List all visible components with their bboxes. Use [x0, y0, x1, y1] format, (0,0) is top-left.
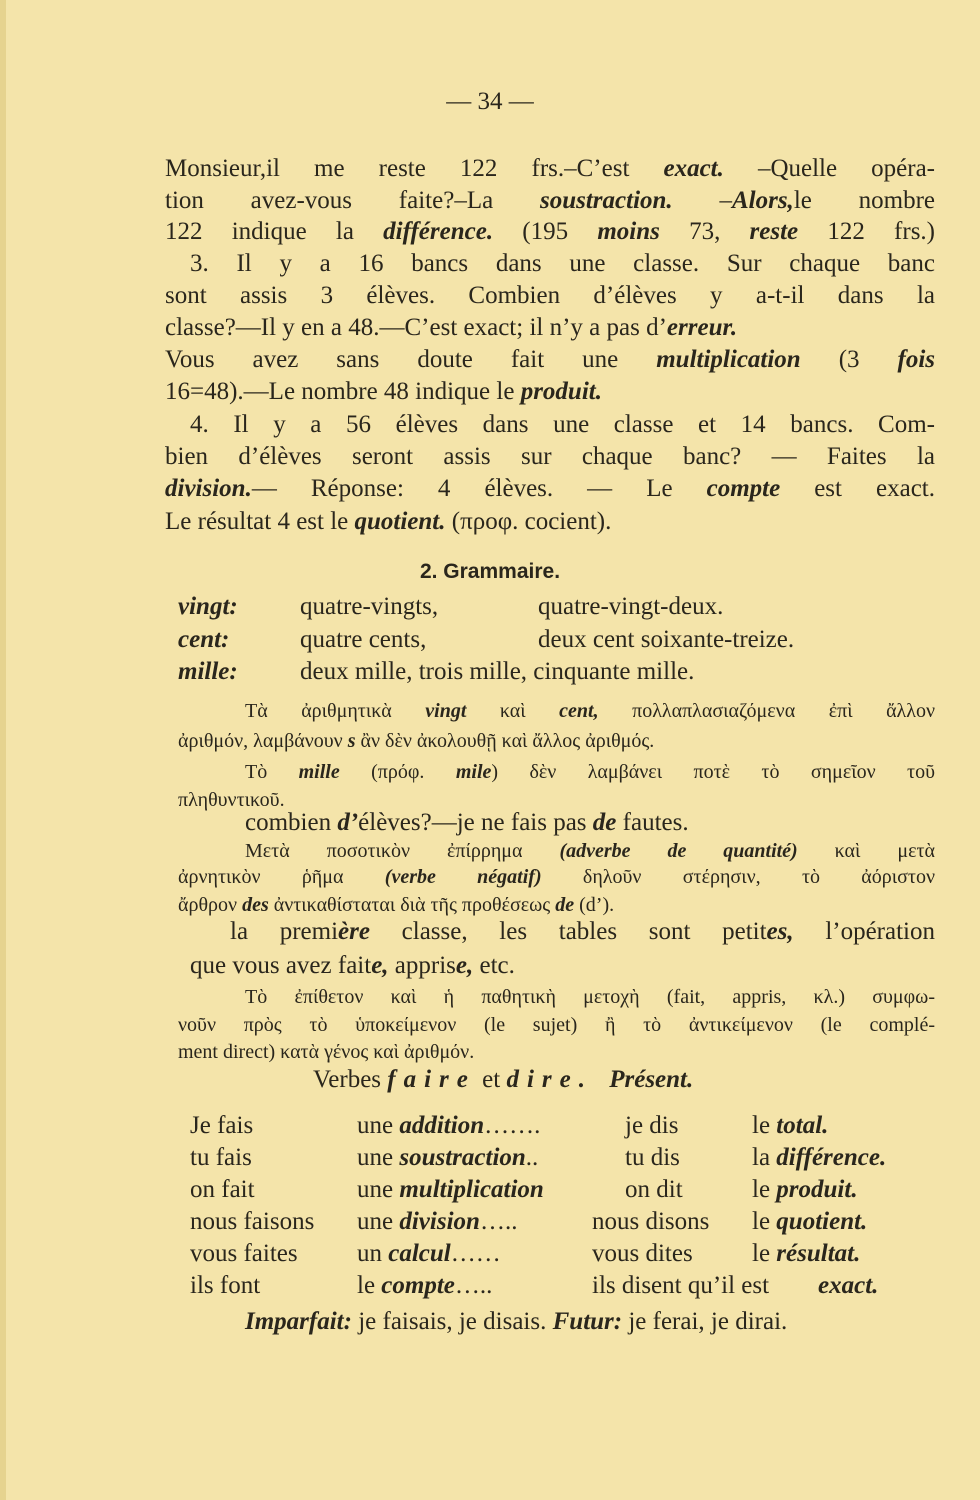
text-run: tion avez-vous faite?–La [165, 187, 540, 214]
emphasis-text: compte [706, 475, 781, 502]
verb-dire: dire. [506, 1066, 593, 1093]
operation-name: addition [399, 1112, 485, 1139]
page-number: — 34 — [446, 88, 534, 115]
text-run: ) δὲν λαμβάνει ποτὲ τὸ σημεῖον τοῦ [491, 761, 935, 783]
dire-form: je dis [625, 1112, 679, 1139]
number-example: quatre cents, [300, 626, 427, 653]
text-run: νοῦν πρὸς τὸ ὑποκείμενον (le sujet) ἢ τὸ ἀντικείμενον (le complé- [178, 1014, 935, 1036]
note-line [178, 1037, 935, 1067]
text-run: ἀριθμόν, λαμβάνουν [178, 730, 348, 752]
text-line [165, 281, 935, 311]
note-line [178, 862, 935, 892]
page-edge [0, 0, 6, 1500]
dire-form: nous disons [592, 1208, 710, 1235]
text-run: Τὰ ἀριθμητικὰ [245, 700, 426, 722]
emphasis-text: d’ [337, 809, 359, 836]
note-line [230, 917, 935, 947]
text-run: fautes. [616, 809, 689, 836]
article: le [752, 1112, 777, 1139]
emphasis-text: produit. [520, 378, 602, 405]
result [752, 1176, 858, 1204]
result-name: différence. [776, 1144, 887, 1171]
result [752, 1208, 867, 1236]
emphasis-text: des [242, 894, 269, 916]
imparfait-label: Imparfait: [245, 1308, 352, 1335]
text-run: πολλαπλασιαζόμενα ἐπὶ ἄλλον [598, 700, 935, 722]
faire-form: nous faisons [190, 1208, 315, 1235]
emphasis-text: quotient. [354, 508, 446, 535]
operation [357, 1240, 501, 1268]
result-name: total. [776, 1112, 829, 1139]
article: le [752, 1240, 777, 1267]
result-name: exact. [818, 1272, 879, 1299]
text-line [165, 377, 935, 407]
text-run: classe, les tables sont petit [369, 918, 767, 945]
text-run: Τὸ ἐπίθετον καὶ ἡ παθητικὴ μετοχὴ (fait, appris, κλ.) συμφω- [245, 986, 935, 1008]
operation-name: compte [381, 1272, 455, 1299]
emphasis-text: e, [371, 952, 389, 979]
text-run: le nombre [793, 187, 936, 214]
text-run: Μετὰ ποσοτικὸν ἐπίρρημα [245, 840, 560, 862]
operation-name: multiplication [399, 1176, 544, 1203]
text-run: combien [245, 809, 338, 836]
text-run: ἂν δὲν ἀκολουθῇ καὶ ἄλλος ἀριθμός. [355, 730, 655, 752]
operation-name: calcul [388, 1240, 451, 1267]
faire-form: tu fais [190, 1144, 252, 1171]
result [752, 1112, 828, 1140]
result-name: résultat. [776, 1240, 861, 1267]
text-run: classe?—Il y en a 48.—C’est exact; il n’y a pas d’ [165, 314, 667, 341]
faire-form: ils font [190, 1272, 261, 1299]
result [752, 1144, 886, 1172]
text-run: – [672, 187, 732, 214]
emphasis-text: s [347, 730, 356, 752]
dire-form: tu dis [625, 1144, 680, 1171]
text-run: (d’). [574, 894, 615, 916]
emphasis-text: moins [597, 218, 660, 245]
note-line [190, 951, 935, 981]
imparfait-forms: je faisais, je disais. [351, 1308, 547, 1335]
text-line [165, 507, 935, 537]
emphasis-text: cent, [559, 700, 599, 722]
emphasis-text: ère [338, 918, 370, 945]
emphasis-text: de [592, 809, 617, 836]
text-run: — Réponse: 4 élèves. — Le [251, 475, 707, 502]
number-word: mille: [178, 658, 238, 685]
number-example: quatre-vingts, [300, 593, 439, 620]
emphasis-text: exact. [663, 155, 724, 182]
text-run: Vous avez sans doute fait une [165, 346, 657, 373]
leader-dots: ……. [484, 1112, 541, 1139]
note-line [178, 890, 935, 920]
text-run: 16=48).—Le nombre 48 indique le [165, 378, 521, 405]
text-run: –Quelle opéra- [723, 155, 936, 182]
article: le [752, 1176, 777, 1203]
text-line [165, 217, 935, 247]
emphasis-text: de [555, 894, 575, 916]
text-run: Monsieur,il me reste 122 frs.–C’est [165, 155, 664, 182]
text-run: (προφ. cocient). [445, 508, 612, 535]
futur-forms: je ferai, je dirai. [622, 1308, 788, 1335]
text-run: que vous avez fait [190, 952, 372, 979]
operation [357, 1176, 544, 1204]
operation [357, 1272, 492, 1300]
dire-form: ils disent qu’il est [592, 1272, 770, 1299]
text-run: πληθυντικοῦ. [178, 789, 285, 811]
article: une [357, 1144, 400, 1171]
emphasis-text: différence. [383, 218, 494, 245]
text-run: l’opération [793, 918, 935, 945]
text-run: ἀρνητικὸν ῥῆμα [178, 866, 385, 888]
text-run: ἀντικαθίσταται διὰ τῆς προθέσεως [268, 894, 556, 916]
text-run: la premi [230, 918, 339, 945]
verbs-heading [313, 1066, 693, 1094]
emphasis-text: Alors, [731, 187, 794, 214]
article: le [357, 1272, 382, 1299]
dire-form: on dit [625, 1176, 683, 1203]
faire-form: on fait [190, 1176, 255, 1203]
note-line [245, 982, 935, 1012]
article: une [357, 1112, 400, 1139]
leader-dots: …… [450, 1240, 501, 1267]
note-line [245, 808, 935, 838]
text-run: 73, [659, 218, 750, 245]
number-example: deux cent soixante-treize. [538, 626, 795, 653]
operation-name: soustraction [399, 1144, 526, 1171]
text-run: ἄρθρον [178, 894, 243, 916]
text-run: δηλοῦν στέρησιν, τὸ ἀόριστον [541, 866, 936, 888]
emphasis-text: multiplication [656, 346, 801, 373]
emphasis-text: (verbe négatif) [384, 866, 542, 888]
emphasis-text: mile [455, 761, 492, 783]
note-line [245, 696, 935, 726]
text-run: 4. Il y a 56 élèves dans une classe et 14 bancs. Com- [190, 411, 935, 438]
result [818, 1272, 878, 1300]
text-run: (πρόφ. [339, 761, 456, 783]
emphasis-text: erreur. [666, 314, 738, 341]
text-run: ment direct) κατὰ γένος καὶ ἀριθμόν. [178, 1041, 475, 1063]
text-run: (3 [800, 346, 898, 373]
text-run: Τὸ [245, 761, 299, 783]
number-example: quatre-vingt-deux. [538, 593, 724, 620]
emphasis-text: reste [749, 218, 799, 245]
text-line [165, 186, 935, 216]
article: une [357, 1176, 400, 1203]
emphasis-text: division. [165, 475, 252, 502]
operation [357, 1208, 517, 1236]
faire-form: vous faites [190, 1240, 298, 1267]
text-run: appris [388, 952, 456, 979]
leader-dots: ….. [479, 1208, 518, 1235]
operation-name: division [399, 1208, 480, 1235]
text-run: 122 frs.) [798, 218, 936, 245]
text-line [165, 154, 935, 184]
emphasis-text: mille [298, 761, 340, 783]
number-word: cent: [178, 626, 230, 653]
article: le [752, 1208, 777, 1235]
text-line [165, 474, 935, 504]
text-line [190, 249, 935, 279]
operation [357, 1144, 538, 1172]
futur-label: Futur: [552, 1308, 623, 1335]
faire-form: Je fais [190, 1112, 254, 1139]
emphasis-text: fois [897, 346, 936, 373]
result-name: produit. [776, 1176, 858, 1203]
imparfait-futur-line [245, 1308, 787, 1336]
emphasis-text: es, [766, 918, 794, 945]
article: une [357, 1208, 400, 1235]
verbs-and: et [482, 1066, 501, 1093]
text-run: etc. [473, 952, 515, 979]
text-run: bien d’élèves seront assis sur chaque banc? — Faites la [165, 443, 935, 470]
emphasis-text: vingt [425, 700, 467, 722]
text-run: καὶ [466, 700, 560, 722]
text-line [190, 410, 935, 440]
verb-faire: faire [387, 1066, 476, 1093]
leader-dots: .. [525, 1144, 539, 1171]
result-name: quotient. [776, 1208, 868, 1235]
text-run: Le résultat 4 est le [165, 508, 355, 535]
result [752, 1240, 860, 1268]
text-run: 3. Il y a 16 bancs dans une classe. Sur chaque banc [190, 250, 935, 277]
text-run: élèves?—je ne fais pas [358, 809, 593, 836]
text-run: 122 indique la [165, 218, 384, 245]
text-run: est exact. [780, 475, 935, 502]
number-example: deux mille, trois mille, cinquante mille. [300, 658, 695, 685]
article: la [752, 1144, 777, 1171]
note-line [178, 1010, 935, 1040]
text-line [165, 442, 935, 472]
dire-form: vous dites [592, 1240, 693, 1267]
number-word: vingt: [178, 593, 238, 620]
operation [357, 1112, 540, 1140]
tense-present: Présent. [609, 1066, 694, 1093]
text-run: καὶ μετὰ [797, 840, 935, 862]
leader-dots: ….. [454, 1272, 493, 1299]
text-run: sont assis 3 élèves. Combien d’élèves y a-t-il dans la [165, 282, 935, 309]
section-heading: 2. Grammaire. [419, 560, 561, 583]
emphasis-text: soustraction. [539, 187, 673, 214]
article: un [357, 1240, 389, 1267]
verbs-prefix: Verbes [313, 1066, 382, 1093]
note-line [178, 726, 935, 756]
emphasis-text: (adverbe de quantité) [559, 840, 798, 862]
text-line [165, 345, 935, 375]
emphasis-text: e, [455, 952, 474, 979]
text-run: (195 [493, 218, 598, 245]
text-line [165, 313, 935, 343]
note-line [245, 757, 935, 787]
